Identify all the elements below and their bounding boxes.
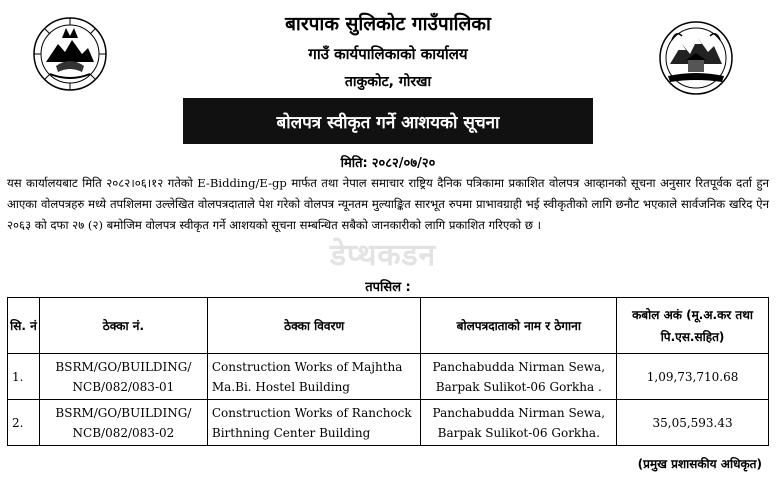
row-bidder: Panchabudda Nirman Sewa, Barpak Sulikot-06 Gorkha.	[421, 400, 617, 446]
row-description: Construction Works of Ranchock Birthning Center Building	[207, 400, 421, 446]
notice-date	[0, 153, 776, 171]
row-description: Construction Works of Majhtha Ma.Bi. Hostel Building	[207, 354, 421, 400]
notice-body: यस कार्यालयबाट मिति २०८२।०६।१२ गतेको E-Bidding/E-gp मार्फत तथा नेपाल समाचार राष्ट्रिय दैनिक पत्रिकामा प्रकाशित वोलपत्र आव्हानको सूचना अनुसार रितपूर्वक दर्ता हुन आएका वोलपत्रहरु मध्ये तपशिलमा उल्लेखित वोलपत्रदाताले पेश गरेको वोलपत्र न्यूनतम मुल्याङ्कित सारभूत रुपमा प्राभावग्राही भई स्वीकृतीको लागि छनौट भएकाले सार्वजनिक खरिद ऐन २०६३ को दफा २७ (२) बमोजिम वोलपत्र स्वीकृत गर्ने आशयको सूचना सम्बन्धित सबैको जानकारीको लागि प्रकाशित गरिएको छ ।	[7, 176, 769, 232]
office-title: बारपाक सुलिकोट गाउँपालिका	[285, 13, 491, 35]
table-header-row	[8, 298, 769, 354]
signatory: (प्रमुख प्रशासकीय अधिकृत)	[637, 457, 762, 471]
table-title: तपसिल :	[365, 280, 411, 295]
office-subtitle: गाउँ कार्यपालिकाको कार्यालय	[308, 45, 468, 63]
header-sn: सि. नं	[8, 298, 40, 354]
table-row	[8, 354, 769, 400]
row-amount: 1,09,73,710.68	[617, 354, 769, 400]
date-label: मिति:	[340, 156, 368, 171]
contract-table	[7, 297, 769, 446]
row-sn: 2.	[8, 400, 40, 446]
table-row	[8, 400, 769, 446]
date-value: २०८२/०७/२०	[371, 156, 436, 171]
header-contract-no: ठेक्का नं.	[39, 298, 207, 354]
watermark: डेप्थकडन	[330, 238, 437, 273]
header-bidder: बोलपत्रदाताको नाम र ठेगाना	[421, 298, 617, 354]
notice-banner: बोलपत्र स्वीकृत गर्ने आशयको सूचना	[183, 98, 593, 144]
header-description: ठेक्का विवरण	[207, 298, 421, 354]
row-sn: 1.	[8, 354, 40, 400]
row-bidder: Panchabudda Nirman Sewa, Barpak Sulikot-06 Gorkha .	[421, 354, 617, 400]
row-contract-no: BSRM/GO/BUILDING/ NCB/082/083-02	[39, 400, 207, 446]
header-amount: कबोल अकं (मू.अ.कर तथा पि.एस.सहित)	[617, 298, 769, 354]
row-amount: 35,05,593.43	[617, 400, 769, 446]
row-contract-no: BSRM/GO/BUILDING/ NCB/082/083-01	[39, 354, 207, 400]
office-location: ताकुकोट, गोरखा	[344, 74, 432, 90]
